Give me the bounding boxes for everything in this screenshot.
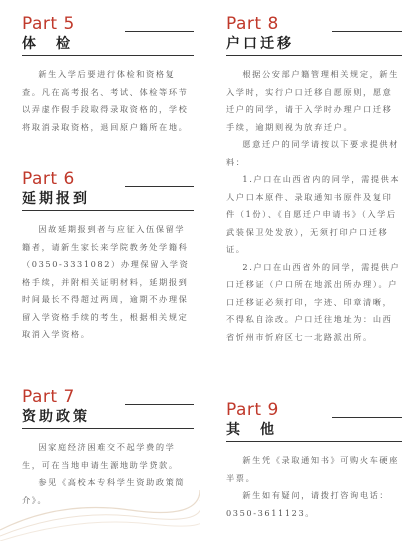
section-heading: 其 他 [226,422,277,438]
part-label: Part 9 [226,400,279,420]
divider [125,404,194,405]
paragraph: 根据公安部户籍管理相关规定，新生入学时，实行户口迁移自愿原则，愿意迁户的同学，请于入学时办理户口迁移手续，逾期则视为放弃迁户。 [226,69,399,132]
section-part-9 [226,400,402,522]
paragraph: 因故延期报到者与应征入伍保留学籍者，请新生家长来学院教务处学籍科（0350-3331082）办理保留入学资格手续，并附相关证明材料，延期报到时间最长不得超过两周，逾期不办理保留入学资格手续的考生，根据相关规定取消入学资格。 [22,224,190,339]
paragraph: 1.户口在山西省内的同学，需提供本人户口本原件、录取通知书原件及复印件（1份）、《自愿迁户申请书》（入学后武装保卫处发放），无须打印户口迁移证。 [226,174,401,254]
divider [125,31,194,32]
section-part-6 [22,169,194,344]
divider [125,186,194,187]
divider [226,441,402,442]
section-heading: 体 检 [22,36,73,52]
part-label: Part 8 [226,14,279,34]
divider [22,55,194,56]
paragraph: 新生入学后要进行体检和资格复查。凡在高考报名、考试、体检等环节以弄虚作假手段取得录取资格的，学校将取消录取资格，退回原户籍所在地。 [22,69,189,132]
part-label: Part 7 [22,387,75,407]
section-part-5 [22,14,194,136]
paragraph: 参见《高校本专科学生资助政策简介》。 [22,477,186,505]
section-part-7 [22,387,194,509]
paragraph: 愿意迁户的同学请按以下要求提供材料： [226,139,399,167]
section-heading: 资助政策 [22,409,90,425]
section-heading: 户口迁移 [226,36,294,52]
section-heading: 延期报到 [22,191,90,207]
section-part-8 [226,14,402,346]
divider [332,417,402,418]
part-label: Part 5 [22,14,75,34]
divider [22,428,194,429]
divider [226,55,402,56]
divider [332,31,402,32]
paragraph: 新生凭《录取通知书》可购火车硬座半票。 [226,455,399,483]
paragraph: 因家庭经济困难交不起学费的学生，可在当地申请生源地助学贷款。 [22,442,179,470]
part-label: Part 6 [22,169,75,189]
divider [22,210,194,211]
paragraph: 新生如有疑问，请拨打咨询电话：0350-3611123。 [226,490,390,518]
paragraph: 2.户口在山西省外的同学，需提供户口迁移证（户口所在地派出所办理）。户口迁移证必须打印，字迹、印章清晰，不得私自涂改。户口迁往地址为：山西省忻州市忻府区七一北路派出所。 [226,261,401,342]
